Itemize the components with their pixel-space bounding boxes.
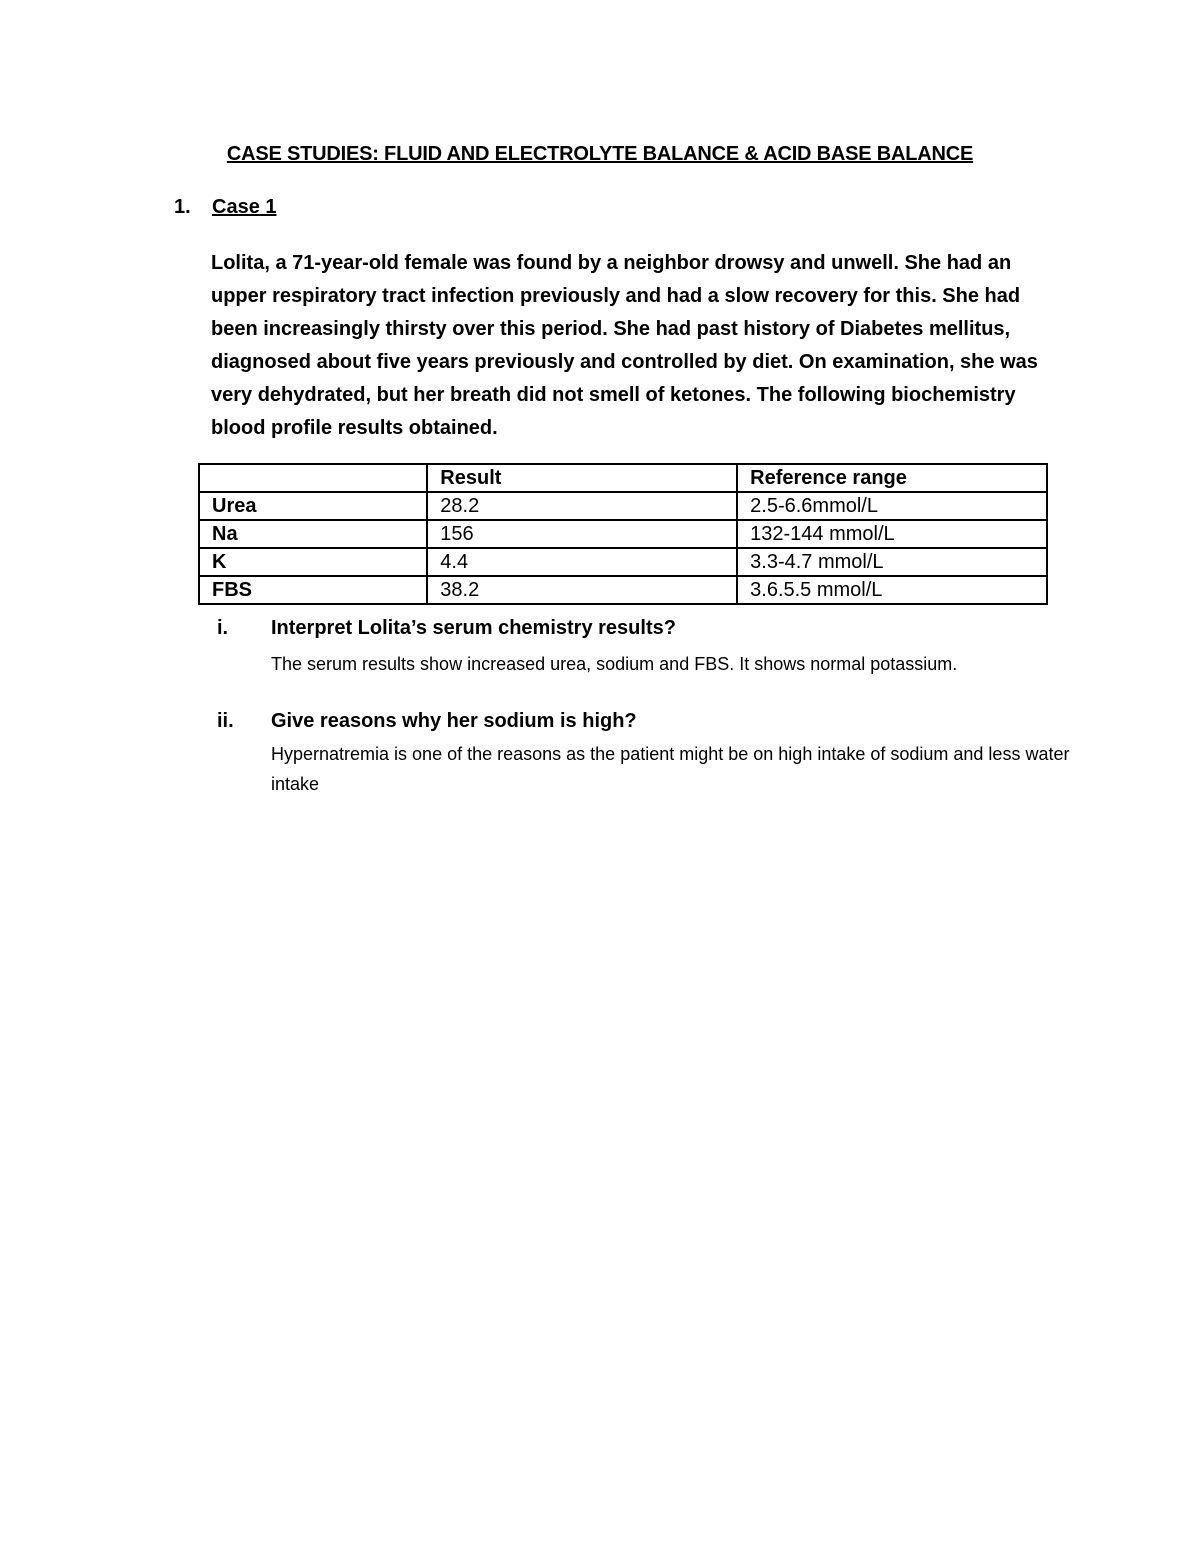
test-reference-range: 132-144 mmol/L: [737, 520, 1047, 548]
answer-text: Hypernatremia is one of the reasons as the patient might be on high intake of sodium and less water intake: [271, 744, 1070, 794]
results-table: [198, 463, 1048, 605]
test-reference-range: 3.3-4.7 mmol/L: [737, 548, 1047, 576]
table-header-row: [199, 464, 1047, 492]
question-number: i.: [217, 617, 229, 639]
question-text: Give reasons why her sodium is high?: [271, 710, 637, 732]
table-row: [199, 548, 1047, 576]
case-label: Case 1: [212, 196, 277, 218]
table-row: [199, 520, 1047, 548]
page-title: CASE STUDIES: FLUID AND ELECTROLYTE BALANCE & ACID BASE BALANCE: [226, 143, 974, 165]
table-row: [199, 492, 1047, 520]
header-reference-range: Reference range: [737, 464, 1047, 492]
case-description-text: Lolita, a 71-year-old female was found by a neighbor drowsy and unwell. She had an upper respiratory tract infection previously and had a slow recovery for this. She had been increasingly thirsty over this period. She had past history of Diabetes mellitus, diagnosed about five years previously and controlled by diet. On examination, she was very dehydrated, but her breath did not smell of ketones. The following biochemistry blood profile results obtained.: [211, 252, 1038, 439]
test-name: Na: [199, 520, 427, 548]
question-text: Interpret Lolita’s serum chemistry results?: [271, 617, 676, 639]
case-heading: [174, 196, 277, 219]
test-name: Urea: [199, 492, 427, 520]
answer-text: The serum results show increased urea, sodium and FBS. It shows normal potassium.: [271, 654, 958, 674]
test-result: 4.4: [427, 548, 737, 576]
case-number: 1.: [174, 196, 191, 218]
case-description: [211, 247, 1071, 445]
test-reference-range: 3.6.5.5 mmol/L: [737, 576, 1047, 604]
test-name: FBS: [199, 576, 427, 604]
header-test: [199, 464, 427, 492]
test-result: 28.2: [427, 492, 737, 520]
test-reference-range: 2.5-6.6mmol/L: [737, 492, 1047, 520]
test-result: 156: [427, 520, 737, 548]
question-number: ii.: [217, 710, 234, 732]
test-name: K: [199, 548, 427, 576]
table-row: [199, 576, 1047, 604]
test-result: 38.2: [427, 576, 737, 604]
header-result: Result: [427, 464, 737, 492]
